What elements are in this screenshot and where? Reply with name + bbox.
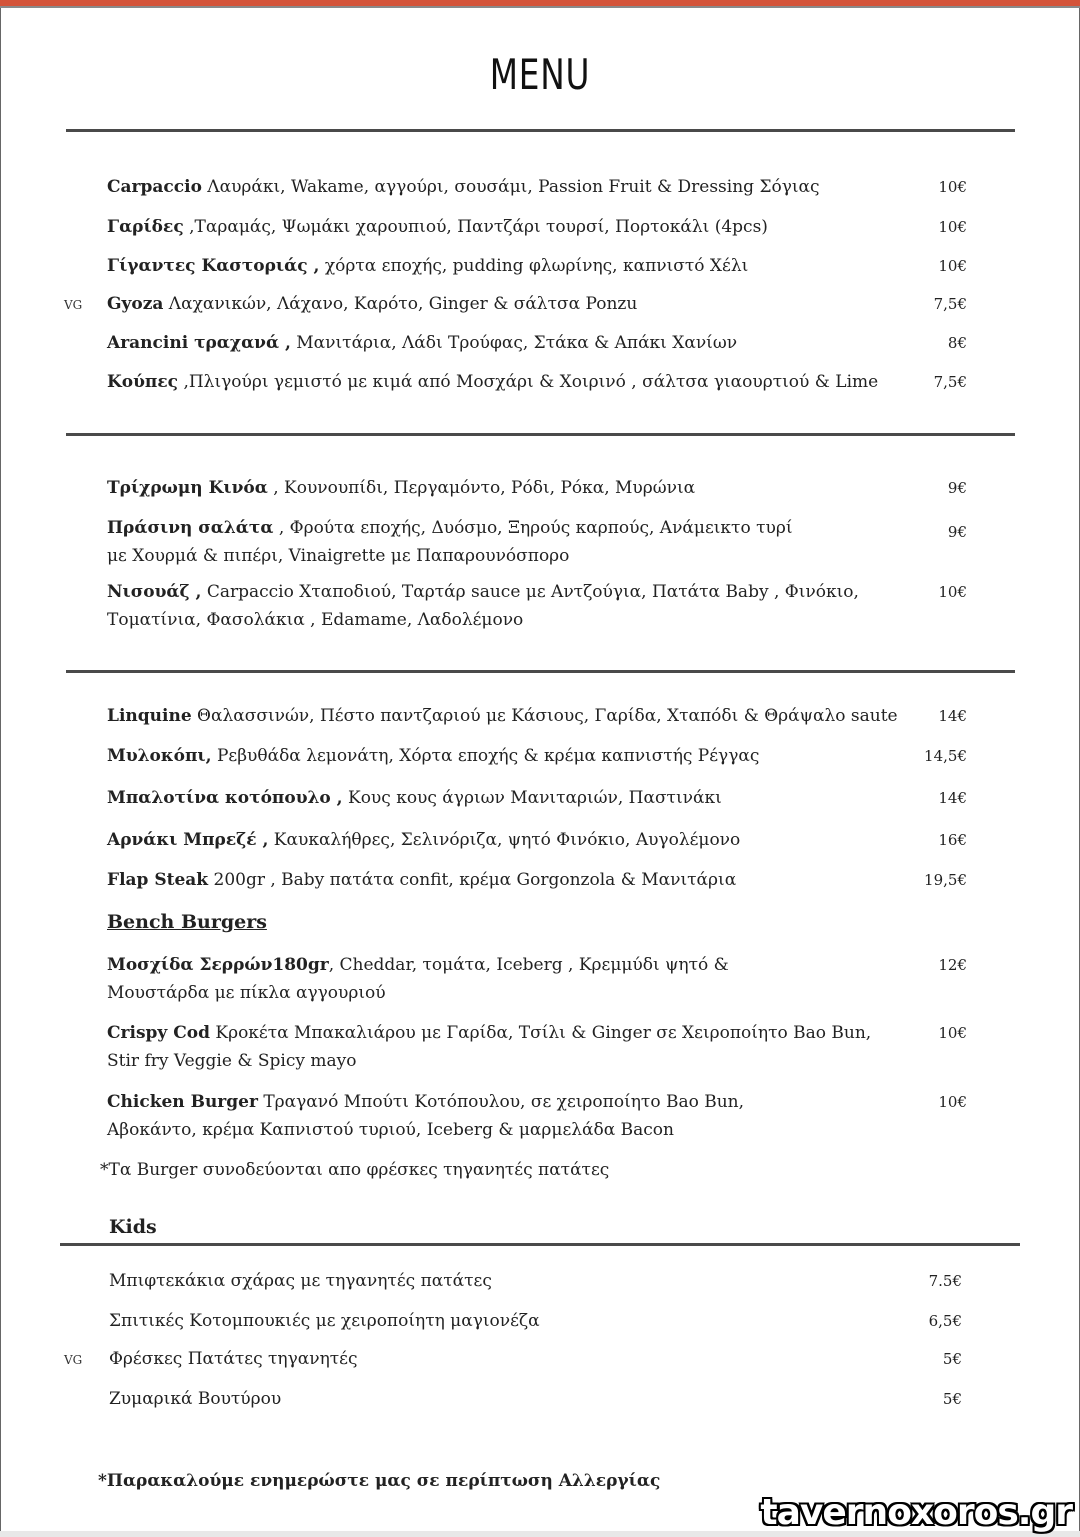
menu-item [107, 1088, 967, 1144]
item-description-cont: Stir fry Veggie & Spicy mayo [107, 1051, 357, 1071]
item-price: 7.5€ [928, 1272, 962, 1290]
item-description: , Κουνουπίδι, Περγαμόντο, Ρόδι, Ρόκα, Μυρώνια [267, 478, 696, 498]
burger-note: *Τα Burger συνοδεύονται απο φρέσκες τηγανητές πατάτες [100, 1160, 610, 1180]
menu-item [109, 1267, 962, 1295]
item-price: 6,5€ [928, 1312, 962, 1330]
item-name: Gyoza [107, 294, 164, 314]
item-price: 14€ [938, 789, 967, 807]
menu-item [107, 702, 967, 730]
menu-item [107, 173, 967, 201]
item-name: Νισουάζ , [107, 582, 202, 602]
item-price: 8€ [947, 334, 967, 352]
item-description: Carpaccio Χταποδιού, Ταρτάρ sauce με Αντζούγια, Πατάτα Baby , Φινόκιο, [201, 582, 859, 602]
menu-item [109, 1345, 962, 1373]
item-name: Crispy Cod [107, 1023, 210, 1043]
item-name: Μπαλοτίνα κοτόπουλο , [107, 788, 343, 808]
item-name: Κούπες [107, 372, 179, 392]
item-price: 10€ [938, 178, 967, 196]
item-price: 16€ [938, 831, 967, 849]
divider [66, 129, 1015, 132]
item-price: 12€ [938, 956, 967, 974]
menu-item [107, 742, 967, 770]
item-description: Κροκέτα Μπακαλιάρου με Γαρίδα, Τσίλι & Ginger σε Χειροποίητο Bao Bun, [209, 1023, 872, 1043]
item-price: 14,5€ [924, 747, 967, 765]
item-name: Τρίχρωμη Κινόα [107, 478, 268, 498]
item-description: Κους κους άγριων Μανιταριών, Παστινάκι [342, 788, 722, 808]
item-description: , Cheddar, τομάτα, Iceberg , Κρεμμύδι ψητό & [328, 955, 729, 975]
item-price: 10€ [938, 1093, 967, 1111]
section-heading: Kids [109, 1216, 157, 1238]
item-name: Linquine [107, 706, 192, 726]
item-name: Μοσχίδα Σερρών180gr [107, 955, 329, 975]
item-description: Μανιτάρια, Λάδι Τρούφας, Στάκα & Απάκι Χανίων [290, 333, 738, 353]
item-name: Carpaccio [107, 177, 202, 197]
menu-item [107, 951, 967, 1007]
menu-item [107, 290, 967, 318]
item-name: Arancini τραχανά , [107, 333, 291, 353]
item-price: 5€ [942, 1350, 962, 1368]
item-price: 7,5€ [933, 295, 967, 313]
item-description-cont: Αβοκάντο, κρέμα Καπνιστού τυριού, Iceberg & μαρμελάδα Bacon [107, 1120, 674, 1140]
item-description: Τραγανό Μπούτι Κοτόπουλου, σε χειροποίητο Bao Bun, [257, 1092, 745, 1112]
divider [60, 1243, 1020, 1246]
item-name: Αρνάκι Μπρεζέ , [107, 830, 269, 850]
item-price: 10€ [938, 583, 967, 601]
item-description: χόρτα εποχής, pudding φλωρίνης, καπνιστό Χέλι [319, 256, 749, 276]
allergy-note: *Παρακαλούμε ενημερώστε μας σε περίπτωση Αλλεργίας [98, 1471, 661, 1491]
page-title: MENU [489, 50, 591, 99]
item-description-cont: με Χουρμά & πιπέρι, Vinaigrette με Παπαρουνόσπορο [107, 546, 570, 566]
item-name: Σπιτικές Κοτομπουκιές με χειροποίητη μαγιονέζα [109, 1311, 540, 1331]
divider [66, 670, 1015, 673]
item-name: Chicken Burger [107, 1092, 258, 1112]
item-price: 9€ [947, 479, 967, 497]
divider [66, 433, 1015, 436]
menu-item [107, 826, 967, 854]
item-description: Λαχανικών, Λάχανο, Καρότο, Ginger & σάλτσα Ponzu [163, 294, 638, 314]
menu-item [107, 578, 967, 634]
vegan-badge: VG [64, 298, 83, 312]
item-name: Γίγαντες Καστοριάς , [107, 256, 320, 276]
menu-item [107, 784, 967, 812]
item-price: 14€ [938, 707, 967, 725]
menu-item [107, 1019, 967, 1075]
item-price: 7,5€ [933, 373, 967, 391]
item-price: 19,5€ [924, 871, 967, 889]
menu-item [107, 514, 967, 570]
item-description: Θαλασσινών, Πέστο παντζαριού με Κάσιους, Γαρίδα, Χταπόδι & Θράψαλο saute [191, 706, 898, 726]
item-name: Μπιφτεκάκια σχάρας με τηγανητές πατάτες [109, 1271, 492, 1291]
item-description-cont: Τοματίνια, Φασολάκια , Edamame, Λαδολέμονο [107, 610, 524, 630]
item-name: Μυλοκόπι, [107, 746, 212, 766]
item-price: 10€ [938, 257, 967, 275]
menu-item [109, 1385, 962, 1413]
section-heading: Bench Burgers [107, 911, 267, 933]
vegan-badge: VG [64, 1353, 83, 1367]
item-description: Καυκαλήθρες, Σελινόριζα, ψητό Φινόκιο, Αυγολέμονο [268, 830, 741, 850]
item-name: Πράσινη σαλάτα [107, 518, 274, 538]
menu-item [109, 1307, 962, 1335]
top-accent-line [0, 6, 1080, 8]
item-price: 5€ [942, 1390, 962, 1408]
item-name: Φρέσκες Πατάτες τηγανητές [109, 1349, 358, 1369]
item-price: 9€ [947, 523, 967, 541]
page-border-left [0, 8, 1, 1537]
menu-item [107, 252, 967, 280]
menu-item [107, 213, 967, 241]
menu-item [107, 866, 967, 894]
item-price: 10€ [938, 1024, 967, 1042]
menu-item [107, 368, 967, 396]
item-description: Ρεβυθάδα λεμονάτη, Χόρτα εποχής & κρέμα καπνιστής Ρέγγας [211, 746, 760, 766]
item-description-cont: Μουστάρδα με πίκλα αγγουριού [107, 983, 386, 1003]
menu-item [107, 474, 967, 502]
item-price: 10€ [938, 218, 967, 236]
item-name: Γαρίδες [107, 217, 184, 237]
item-description: ,Πλιγούρι γεμιστό με κιμά από Μοσχάρι & Χοιρινό , σάλτσα γιαουρτιού & Lime [178, 372, 879, 392]
item-description: 200gr , Baby πατάτα confit, κρέμα Gorgonzola & Μανιτάρια [208, 870, 737, 890]
watermark-logo: tavernoxoros.gr [760, 1492, 1072, 1533]
item-name: Ζυμαρικά Βουτύρου [109, 1389, 282, 1409]
item-description: , Φρούτα εποχής, Δυόσμο, Ξηρούς καρπούς, Ανάμεικτο τυρί [273, 518, 793, 538]
item-description: ,Ταραμάς, Ψωμάκι χαρουπιού, Παντζάρι τουρσί, Πορτοκάλι (4pcs) [183, 217, 768, 237]
item-description: Λαυράκι, Wakame, αγγούρι, σουσάμι, Passion Fruit & Dressing Σόγιας [201, 177, 820, 197]
menu-item [107, 329, 967, 357]
item-name: Flap Steak [107, 870, 209, 890]
